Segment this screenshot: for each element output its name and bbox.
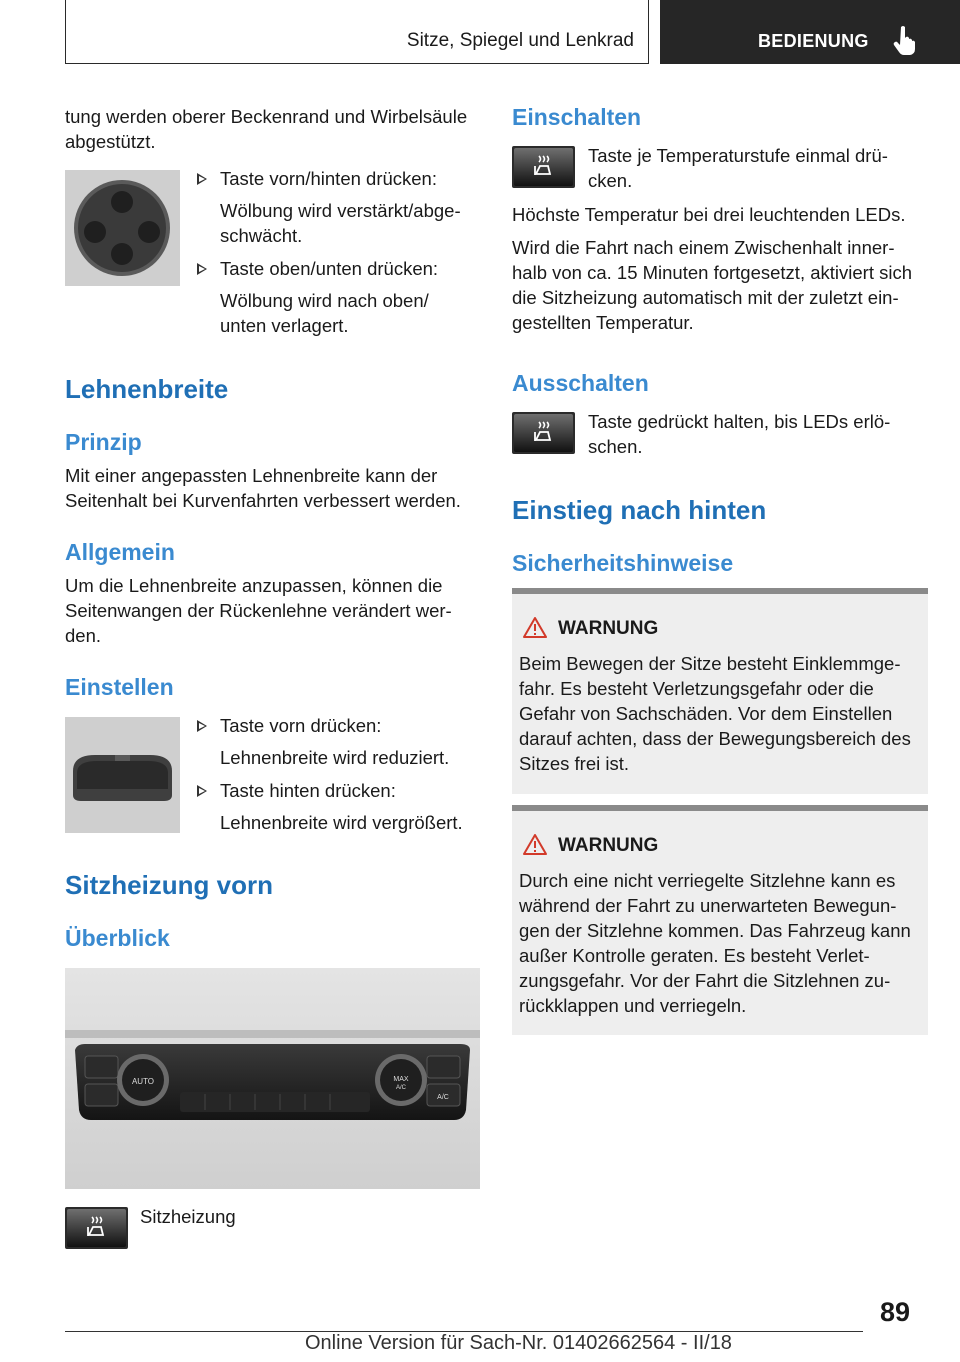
heading-prinzip: Prinzip <box>65 429 142 455</box>
backrest-width-button-image <box>65 717 180 833</box>
step-triangle-icon <box>197 785 207 797</box>
footer-text: Online Version für Sach-Nr. 01402662564 - II/18 <box>305 1332 732 1354</box>
step-result: Wölbung wird verstärkt/abge-schwächt. <box>220 200 461 246</box>
heading-sicherheitshinweise: Sicherheitshinweise <box>512 550 734 576</box>
heading-einstellen: Einstellen <box>65 674 174 700</box>
step-triangle-icon <box>197 720 207 732</box>
seat-heating-icon <box>531 420 557 446</box>
heading-einstieg-hinten: Einstieg nach hinten <box>512 495 767 525</box>
ac-button-label: A/C <box>437 1094 449 1101</box>
auto-button-label: AUTO <box>131 1077 155 1086</box>
heading-sitzheizung: Sitzheizung vorn <box>65 870 273 900</box>
step-triangle-icon <box>197 173 207 185</box>
step-triangle-icon <box>197 263 207 275</box>
warning-triangle-icon <box>522 616 548 639</box>
seat-heating-button-icon <box>512 146 575 188</box>
chapter-tab[interactable] <box>660 0 960 64</box>
width-steps <box>197 713 480 835</box>
warning-box <box>512 805 928 1035</box>
climate-control-panel <box>65 968 480 1189</box>
chapter-tab-label: BEDIENUNG <box>758 31 869 51</box>
paragraph-auto-reactivate: Wird die Fahrt nach einem Zwischenhalt inner-halb von ca. 15 Minuten fortgesetzt, aktiviert sich die Sitzheizung automatisch mit der zuletzt ein-gestellten Temperatur. <box>512 237 913 333</box>
off-text: Taste gedrückt halten, bis LEDs erlö-schen. <box>588 411 891 457</box>
step-item: Taste hinten drücken: <box>197 778 480 803</box>
warning-triangle-icon <box>522 833 548 856</box>
seat-heating-button-icon <box>65 1207 128 1249</box>
seat-heating-icon <box>84 1215 110 1241</box>
warning-box <box>512 588 928 794</box>
principle-text: Mit einer angepassten Lehnenbreite kann der Seitenhalt bei Kurvenfahrten verbessert werden. <box>65 465 461 511</box>
heading-ueberblick: Überblick <box>65 925 170 951</box>
step-result: Lehnenbreite wird vergrößert. <box>220 812 463 833</box>
step-result: Lehnenbreite wird reduziert. <box>220 747 450 768</box>
on-text: Taste je Temperaturstufe einmal drü-cken. <box>588 145 888 191</box>
paragraph-max-temp: Höchste Temperatur bei drei leuchtenden LEDs. <box>512 204 906 225</box>
step-item: Taste oben/unten drücken: <box>197 256 480 281</box>
heading-lehnenbreite: Lehnenbreite <box>65 374 229 404</box>
page-number: 89 <box>880 1297 911 1327</box>
section-title: Sitze, Spiegel und Lenkrad <box>406 30 634 51</box>
seat-heating-button-icon <box>512 412 575 454</box>
backrest-width-switch-icon <box>65 717 180 833</box>
lordosis-button-image <box>65 170 180 286</box>
heading-einschalten: Einschalten <box>512 104 642 130</box>
step-result: Wölbung wird nach oben/ unten verlagert. <box>220 290 429 336</box>
warning-title: WARNUNG <box>558 618 659 639</box>
lordosis-steps <box>197 166 480 338</box>
seat-heating-icon <box>531 154 557 180</box>
intro-text: tung werden oberer Beckenrand und Wirbelsäule abgestützt. <box>65 106 468 152</box>
header-section-box <box>65 0 649 64</box>
warning-title: WARNUNG <box>558 835 659 856</box>
general-text: Um die Lehnenbreite anzupassen, können die Seitenwangen der Rückenlehne verändert wer-den. <box>65 575 452 646</box>
step-item: Taste vorn drücken: <box>197 713 480 738</box>
caption-sitzheizung: Sitzheizung <box>140 1206 236 1227</box>
warning-text: Durch eine nicht verriegelte Sitzlehne kann es während der Fahrt zu unerwarteten Bewegun-gen der Sitzlehne kommen. Das Fahrzeug kann außer Kontrolle geraten. Es besteht Verlet-zungsgefahr. Vor der Fahrt die Sitzlehnen zu-rückklappen und verriegeln. <box>519 870 911 1016</box>
hand-pointer-icon <box>892 24 920 56</box>
max-ac-label: A/C <box>395 1085 407 1091</box>
step-item: Taste vorn/hinten drücken: <box>197 166 480 191</box>
warning-text: Beim Bewegen der Sitze besteht Einklemmge-fahr. Es besteht Verletzungsgefahr oder die Gefahr von Sachschäden. Vor dem Einstellen darauf achten, dass der Bewegungsbereich des Sitzes frei ist. <box>519 653 911 774</box>
climate-panel-photo <box>65 968 480 1189</box>
heading-allgemein: Allgemein <box>65 539 175 565</box>
heading-ausschalten: Ausschalten <box>512 370 649 396</box>
lordosis-control-icon <box>65 170 180 286</box>
max-button-label: MAX <box>393 1076 409 1083</box>
